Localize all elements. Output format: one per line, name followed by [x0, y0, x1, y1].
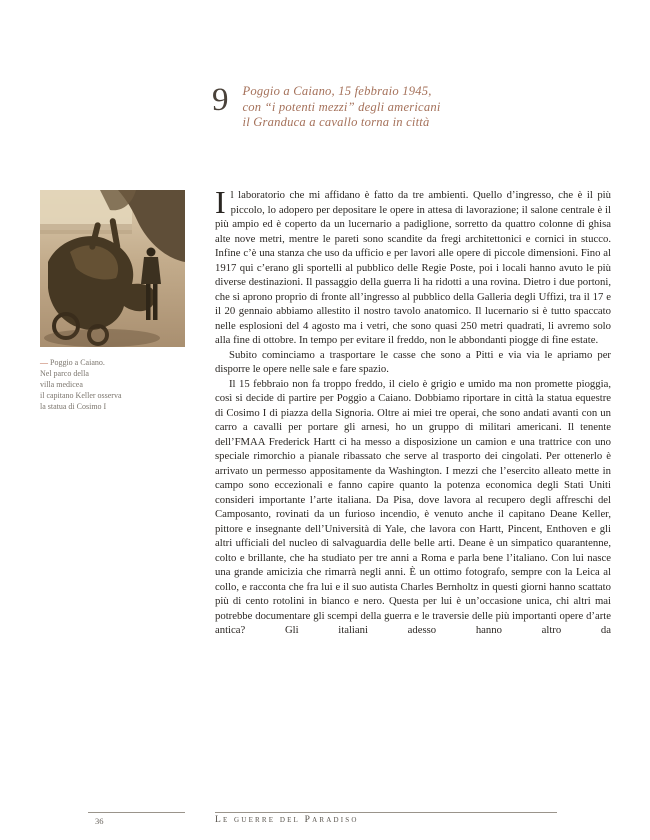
caption-text: Poggio a Caiano. — [50, 358, 105, 367]
body-text-column — [215, 184, 611, 638]
drop-cap: I — [215, 184, 226, 220]
chapter-number: 9 — [212, 82, 229, 118]
paragraph-text: l laboratorio che mi affidano è fatto da tre ambienti. Quello d’ingresso, che è il più piccolo, lo adopero per depositare le opere in attesa di lavorazione; il salone centrale è il più ampio ed è coperto da un lucernario a padiglione, sorretto da quattro colonne di ghisa alte nove metri, mentre le pareti sono scandite da fregi architettonici e cornici in stucco. Infine c’è una stanza che uso da ufficio e per lavori alle opere di piccole dimensioni. Fino al 1917 qui c’erano gli sportelli al pubblico delle Regie Poste, poi i locali hanno avuto le più diverse destinazioni. Il passaggio della guerra li ha ridotti a una rovina. Dietro i due portoni, che si aprono proprio di fronte all’ingresso al pubblico della Galleria degli Uffizi, tra il 17 e il 20 gennaio abbiamo allestito il nostro tavolo anatomico. Il lucernario si è tutto spaccato nelle esplosioni del 4 agosto ma i vetri, che sono quasi 250 metri quadrati, li avremo solo alla fine di ottobre. In tempo per evitare il freddo, non le abbondanti piogge di fine estate. — [215, 189, 611, 346]
photo-fallen-statue-image — [40, 190, 185, 347]
photo-caption — [40, 357, 185, 412]
paragraph: Il 15 febbraio non fa troppo freddo, il cielo è grigio e umido ma non promette pioggia, così si decide di partire per Poggio a Caiano. Dobbiamo riportare in città la statua equestre di Cosimo I di piazza della Signoria. Oltre ai miei tre operai, che sono andati avanti con un carro a cavalli per portare gli arnesi, ho un gruppo di militari americani. Il tenente dell’FMAA Frederick Hartt ci ha messo a disposizione un camion e una trattrice con uno speciale rimorchio a pianale ribassato che serve al trasporto dei cingolati. Per ottenerlo è arrivato un permesso appositamente da Washington. I mezzi che l’esercito alleato mette in campo sono eccezionali e fanno capire quanto la potenza economica degli Stati Uniti consideri importante l’arte italiana. Da Pisa, dove lavora al recupero degli affreschi del Camposanto, rovinati da un furioso incendio, è venuto anche il capitano Deane Keller, pittore e insegnante dell’Università di Yale, che lavora con Hartt, Pincent, Enthoven e gli altri ufficiali del nucleo di salvaguardia delle belle arti. Deane è un simpatico quarantenne, colto e brillante, che ha studiato per tre anni a Roma e parla bene l’italiano. Con lui nasce una grande amicizia che rimarrà negli anni. È un ottimo fotografo, sempre con la Leica al collo, e racconta che fra lui e il suo autista Charles Bernholtz in questi giorni hanno scattato più di cento rotolini in bianco e nero. Questa per lui è un’occasione unica, chi altri mai potrebbe documentare gli scempi della guerra e le traversie delle più importanti opere d’arte antica? Gli italiani adesso hanno altro da — [215, 377, 611, 636]
chapter-title-line: Poggio a Caiano, 15 febbraio 1945, — [242, 84, 432, 98]
caption-line: il capitano Keller osserva — [40, 391, 122, 400]
caption-line: villa medicea — [40, 380, 83, 389]
caption-line: la statua di Cosimo I — [40, 402, 107, 411]
paragraph: Subito cominciamo a trasportare le casse che sono a Pitti e via via le apriamo per disporre le opere nelle sale e fare spazio. — [215, 348, 611, 375]
caption-line — [40, 357, 185, 368]
figure-fallen-statue — [40, 190, 185, 412]
chapter-title-line: il Granduca a cavallo torna in città — [242, 115, 430, 130]
caption-line: Nel parco della — [40, 369, 89, 378]
footer-rule-right — [215, 812, 557, 813]
paragraph — [215, 184, 611, 348]
caption-dash-marker: — — [40, 358, 47, 367]
footer-rule-left — [88, 812, 185, 813]
chapter-title — [243, 82, 441, 131]
running-title: Le guerre del Paradiso — [215, 815, 359, 825]
page-number: 36 — [95, 816, 104, 826]
chapter-header — [212, 82, 441, 131]
chapter-title-line: con “i potenti mezzi” degli americani — [242, 99, 441, 114]
